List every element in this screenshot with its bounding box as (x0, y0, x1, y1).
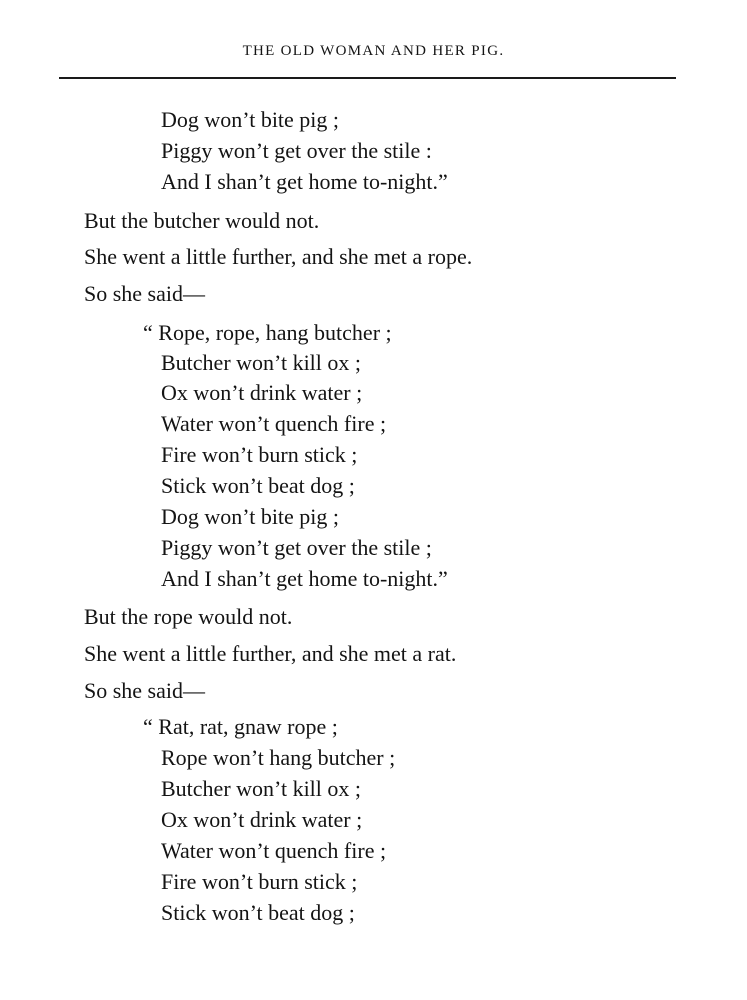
prose-line: She went a little further, and she met a rope. (84, 244, 473, 269)
verse-line: Stick won’t beat dog ; (161, 900, 355, 925)
prose-line: But the rope would not. (84, 604, 293, 629)
verse-line: Piggy won’t get over the stile : (161, 138, 432, 163)
verse-line: Water won’t quench fire ; (161, 411, 387, 436)
verse-line: Water won’t quench fire ; (161, 838, 387, 863)
prose-line: So she said— (84, 678, 205, 703)
verse-line: Rope won’t hang butcher ; (161, 745, 396, 770)
verse-line: Fire won’t burn stick ; (161, 442, 358, 467)
verse-line: And I shan’t get home to-night.” (161, 169, 448, 194)
prose-line: So she said— (84, 281, 205, 306)
verse-line: Butcher won’t kill ox ; (161, 350, 362, 375)
verse-line: Fire won’t burn stick ; (161, 869, 358, 894)
verse-line: “ Rope, rope, hang butcher ; (143, 320, 392, 345)
verse-line: And I shan’t get home to-night.” (161, 566, 448, 591)
verse-line: Ox won’t drink water ; (161, 807, 363, 832)
verse-line: Dog won’t bite pig ; (161, 504, 340, 529)
prose-line: But the butcher would not. (84, 208, 320, 233)
prose-line: She went a little further, and she met a rat. (84, 641, 457, 666)
verse-line: Stick won’t beat dog ; (161, 473, 355, 498)
verse-line: Butcher won’t kill ox ; (161, 776, 362, 801)
verse-line: “ Rat, rat, gnaw rope ; (143, 714, 338, 739)
verse-line: Dog won’t bite pig ; (161, 107, 340, 132)
running-head: THE OLD WOMAN AND HER PIG. (242, 43, 505, 59)
verse-line: Piggy won’t get over the stile ; (161, 535, 432, 560)
header-rule (59, 77, 676, 79)
verse-line: Ox won’t drink water ; (161, 380, 363, 405)
